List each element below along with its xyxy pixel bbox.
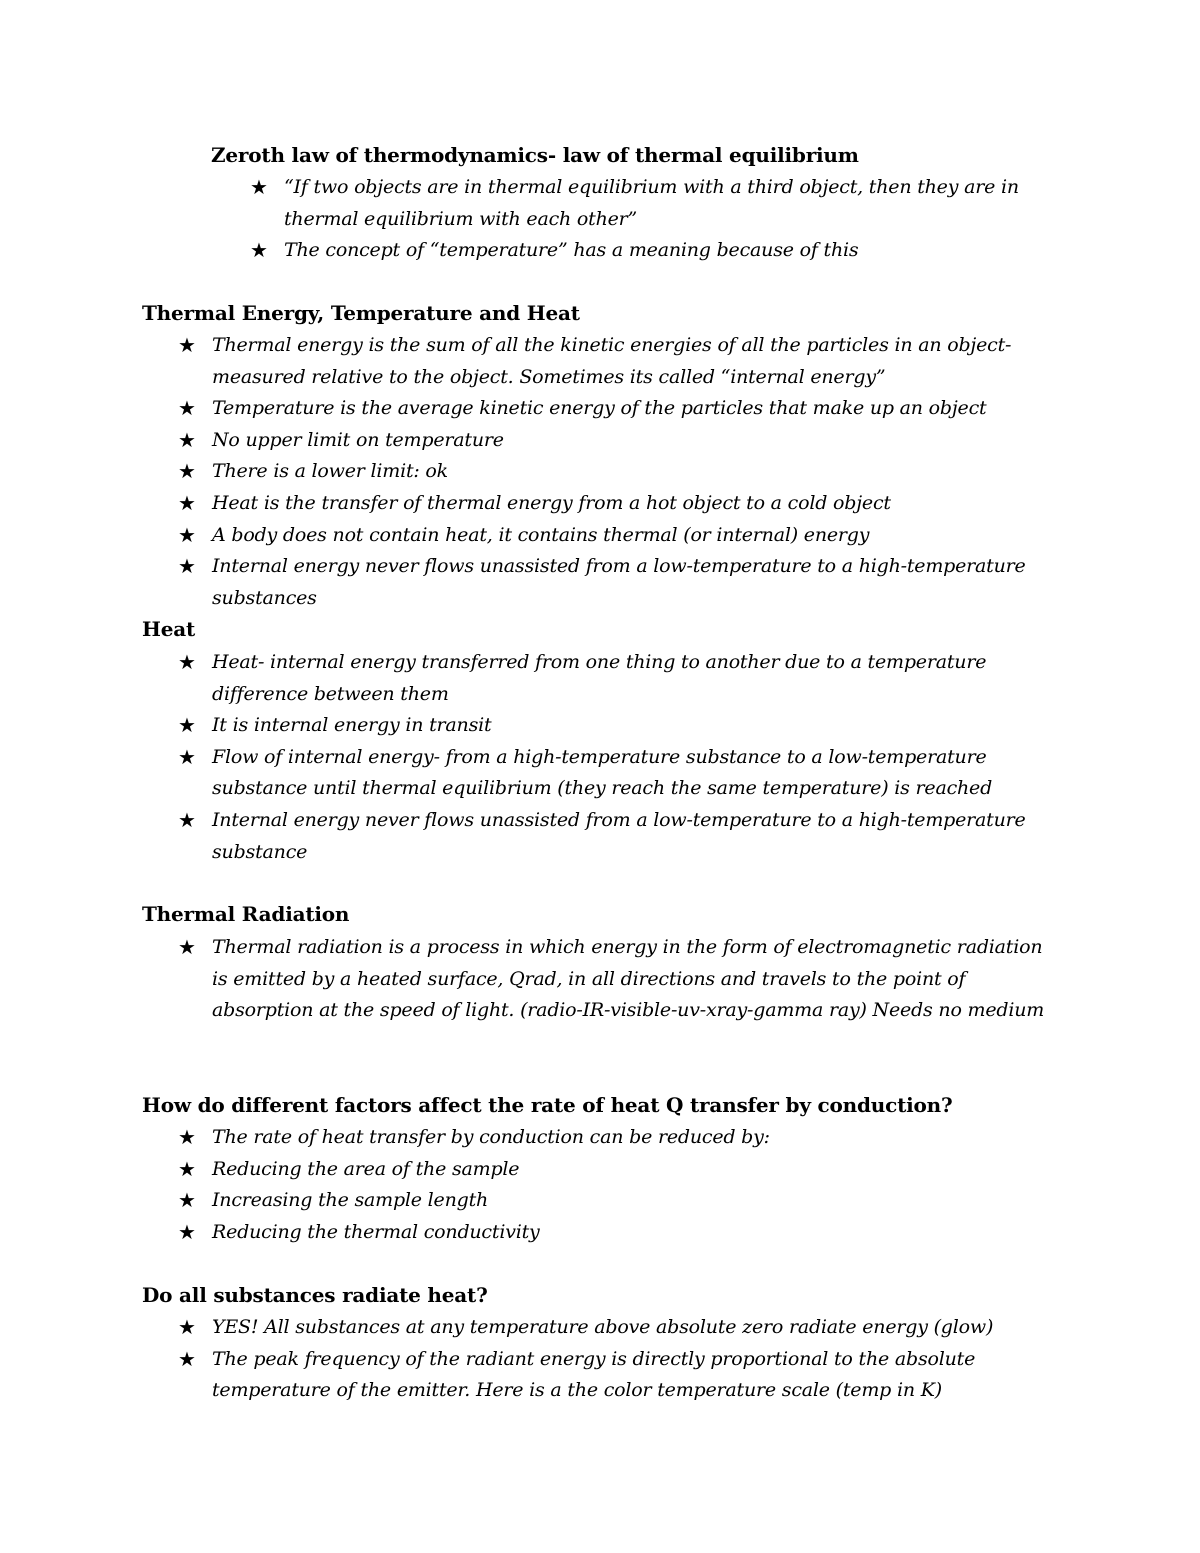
list-item-text: Flow of internal energy- from a high-temperature substance to a low-temperature substance until thermal equilibrium (they reach the same temperature) is reached (212, 745, 993, 800)
section-heading: Do all substances radiate heat? (142, 1283, 488, 1307)
bullet-list (178, 1122, 1057, 1248)
list-item (178, 932, 1057, 1027)
list-item-text: It is internal energy in transit (212, 714, 492, 737)
star-bullet-icon: ★ (178, 807, 196, 832)
list-item (178, 1217, 1057, 1249)
star-bullet-icon: ★ (178, 1346, 196, 1371)
star-bullet-icon: ★ (178, 650, 196, 674)
list-item-text: Heat- internal energy transferred from one thing to another due to a temperature difference between them (212, 651, 987, 705)
bullet-list (178, 330, 1057, 614)
star-bullet-icon: ★ (178, 554, 196, 579)
star-bullet-icon: ★ (178, 744, 196, 769)
star-bullet-icon: ★ (178, 333, 196, 357)
list-item-text: No upper limit on temperature (212, 428, 504, 451)
star-bullet-icon: ★ (178, 459, 196, 484)
list-item-text: The peak frequency of the radiant energy is directly proportional to the absolute temperature of the emitter. Here is a the color temperature scale (temp in K) (212, 1347, 976, 1402)
star-bullet-icon: ★ (178, 713, 196, 738)
list-item-text: The rate of heat transfer by conduction can be reduced by: (212, 1126, 770, 1148)
list-item (178, 1312, 1057, 1344)
list-item-text: The concept of “temperature” has a meaning because of this (284, 239, 859, 262)
list-item-text: Reducing the thermal conductivity (212, 1220, 540, 1243)
section-heading: Thermal Energy, Temperature and Heat (142, 301, 580, 325)
list-item-text: Internal energy never flows unassisted from a low-temperature to a high-temperature substances (212, 555, 1026, 609)
list-item-text: Thermal radiation is a process in which energy in the form of electromagnetic radiation is emitted by a heated surface, Qrad, in all directions and travels to the point of absorption at the speed of light. (radio-IR-visible-uv-xray-gamma ray) Needs no medium (212, 936, 1045, 1022)
bullet-list (178, 1312, 1057, 1407)
section-heading: How do different factors affect the rate of heat Q transfer by conduction? (142, 1093, 953, 1117)
section-heading: Zeroth law of thermodynamics- law of thermal equilibrium (211, 143, 859, 167)
list-item-text: Heat is the transfer of thermal energy from a hot object to a cold object (212, 491, 891, 514)
list-item-text: Temperature is the average kinetic energy of the particles that make up an object (212, 397, 987, 420)
bullet-list (178, 647, 1057, 868)
list-item (178, 647, 1057, 710)
bullet-list (178, 932, 1057, 1027)
list-item-text: YES! All substances at any temperature above absolute zero radiate energy (glow) (212, 1316, 994, 1338)
list-item (178, 710, 1057, 742)
list-item (178, 1344, 1057, 1407)
list-item-text: A body does not contain heat, it contains thermal (or internal) energy (212, 523, 870, 546)
list-item (178, 425, 1057, 457)
list-item-text: Internal energy never flows unassisted from a low-temperature to a high-temperature substance (212, 808, 1026, 863)
list-item (178, 1122, 1057, 1154)
list-item (178, 488, 1057, 520)
bullet-list (250, 172, 1064, 267)
star-bullet-icon: ★ (178, 396, 196, 421)
star-bullet-icon: ★ (250, 175, 268, 199)
list-item-text: Increasing the sample length (212, 1189, 489, 1212)
star-bullet-icon: ★ (250, 238, 268, 263)
star-bullet-icon: ★ (178, 490, 196, 515)
list-item-text: Reducing the area of the sample (212, 1157, 520, 1180)
star-bullet-icon: ★ (178, 1315, 196, 1339)
star-bullet-icon: ★ (178, 522, 196, 547)
list-item (250, 172, 1064, 235)
list-item (178, 805, 1057, 868)
list-item (178, 1154, 1057, 1186)
list-item (178, 330, 1057, 393)
list-item (178, 551, 1057, 614)
list-item (178, 456, 1057, 488)
star-bullet-icon: ★ (178, 935, 196, 959)
star-bullet-icon: ★ (178, 427, 196, 452)
section-heading: Thermal Radiation (142, 902, 350, 926)
star-bullet-icon: ★ (178, 1219, 196, 1244)
list-item (178, 520, 1057, 552)
section-heading: Heat (142, 617, 196, 641)
list-item-text: There is a lower limit: ok (212, 460, 448, 483)
list-item (250, 235, 1064, 267)
list-item (178, 742, 1057, 805)
star-bullet-icon: ★ (178, 1156, 196, 1181)
star-bullet-icon: ★ (178, 1125, 196, 1149)
list-item (178, 1185, 1057, 1217)
list-item-text: “If two objects are in thermal equilibrium with a third object, then they are in thermal equilibrium with each other” (284, 176, 1019, 230)
list-item-text: Thermal energy is the sum of all the kinetic energies of all the particles in an object-measured relative to the object. Sometimes its called “internal energy” (212, 334, 1012, 388)
star-bullet-icon: ★ (178, 1188, 196, 1213)
list-item (178, 393, 1057, 425)
